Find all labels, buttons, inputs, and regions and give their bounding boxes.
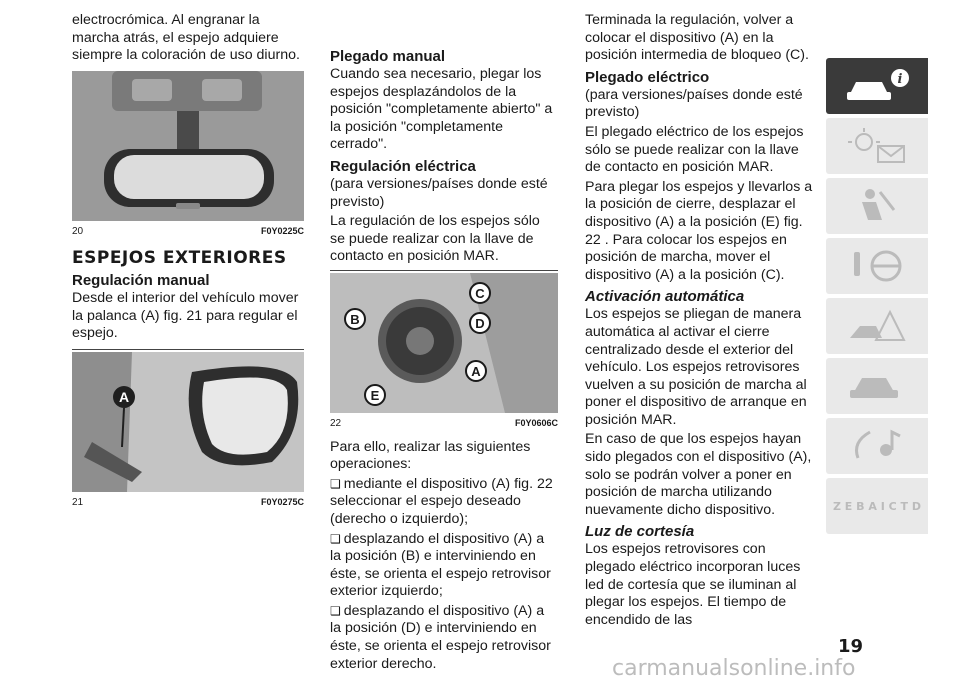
- label-a: A: [471, 363, 481, 379]
- column-1: [72, 12, 304, 517]
- figure-code: F0Y0606C: [514, 417, 558, 428]
- airbag-seat-icon: [842, 184, 912, 228]
- plegado-manual-text: Cuando sea necesario, plegar los espejos desplazándolos de la posición "completamente abierto" a la posición "completamente cerrado".: [330, 66, 553, 153]
- side-mirror-illustration: [72, 352, 304, 492]
- page-number: 19: [838, 636, 864, 657]
- tab-road-warning[interactable]: [826, 298, 928, 354]
- label-a: A: [118, 388, 130, 405]
- regulation-end-text: Terminada la regulación, volver a colocar el dispositivo (A) en la posición intermedia de bloqueo (C).: [585, 12, 809, 64]
- tab-lights-warning[interactable]: [826, 118, 928, 174]
- operations-intro: Para ello, realizar las siguientes operaciones:: [330, 438, 531, 473]
- regulacion-manual-text: Desde el interior del vehículo mover la palanca (A) fig. 21 para regular el espejo.: [72, 289, 299, 342]
- figure-code: F0Y0275C: [260, 496, 304, 507]
- plegado-electrico-note: (para versiones/países donde esté previsto): [585, 86, 803, 121]
- tab-airbag-seat[interactable]: [826, 178, 928, 234]
- subheading-regulacion-electrica: Regulación eléctrica: [330, 157, 476, 175]
- bullet-item: ❑ desplazando el dispositivo (A) a la posición (B) e interviniendo en éste, se orienta el espejo retrovisor exterior izquierdo;: [330, 531, 558, 601]
- steering-key-icon: [842, 244, 912, 288]
- figure-20-caption: [72, 223, 304, 241]
- tab-car-service[interactable]: [826, 358, 928, 414]
- index-letters: Z E B A I C T D: [833, 500, 921, 513]
- figure-21-side-mirror: [72, 352, 304, 492]
- divider: [330, 270, 558, 271]
- figure-code: F0Y0225C: [260, 225, 304, 236]
- tab-steering-key[interactable]: [826, 238, 928, 294]
- subheading-plegado-manual: Plegado manual: [330, 48, 446, 65]
- chapter-tabs: [826, 58, 928, 538]
- tab-index[interactable]: [826, 478, 928, 534]
- activacion-automatica-text-1: Los espejos se pliegan de manera automática al activar el cierre centralizado desde el exterior del vehículo. Los espejos retrovisores vuelven a su posición de marcha al poner el dispositivo de arranque en posición MAR.: [585, 306, 807, 428]
- figure-number: 22: [330, 417, 342, 429]
- subheading-plegado-electrico: Plegado eléctrico: [585, 68, 710, 86]
- mirror-switch-illustration: [330, 273, 558, 413]
- subheading-luz-cortesia: Luz de cortesía: [585, 523, 695, 541]
- footer-watermark: carmanualsonline.info: [612, 656, 856, 681]
- label-e: E: [370, 387, 380, 403]
- subheading-regulacion-manual: Regulación manual: [72, 271, 210, 289]
- figure-22-caption: [330, 415, 558, 433]
- figure-22-mirror-switch: [330, 273, 558, 413]
- figure-number: 21: [72, 496, 84, 508]
- tab-multimedia[interactable]: [826, 418, 928, 474]
- section-title: ESPEJOS EXTERIORES: [72, 248, 287, 269]
- car-service-icon: [842, 364, 912, 408]
- lights-warning-icon: [842, 124, 912, 168]
- tab-car-info[interactable]: [826, 58, 928, 114]
- regulacion-electrica-note: (para versiones/países donde esté previsto): [330, 175, 548, 210]
- divider: [72, 349, 304, 350]
- column-3: [585, 12, 817, 631]
- label-d: D: [475, 315, 485, 331]
- subheading-activacion-automatica: Activación automática: [585, 288, 745, 306]
- plegado-electrico-text-1: El plegado eléctrico de los espejos sólo se puede realizar con la llave de contacto en posición MAR.: [585, 123, 804, 176]
- regulacion-electrica-text: La regulación de los espejos sólo se puede realizar con la llave de contacto en posición MAR.: [330, 213, 540, 265]
- figure-21-caption: [72, 494, 304, 512]
- rearview-mirror-illustration: [72, 71, 304, 221]
- label-c: C: [475, 285, 485, 301]
- figure-20-rearview-mirror: [72, 71, 304, 221]
- bullet-item: ❑ mediante el dispositivo (A) fig. 22 seleccionar el espejo deseado (derecho o izquierdo);: [330, 476, 558, 529]
- label-b: B: [350, 311, 360, 327]
- bullet-item: ❑ desplazando el dispositivo (A) a la posición (D) e interviniendo en éste, se orienta el espejo retrovisor exterior derecho.: [330, 603, 558, 673]
- figure-number: 20: [72, 225, 84, 237]
- multimedia-icon: [842, 424, 912, 468]
- luz-cortesia-text: Los espejos retrovisores con plegado eléctrico incorporan luces led de cortesía que se iluminan al plegar los espejos. El tiempo de encendido de las: [585, 541, 801, 628]
- car-info-icon: [842, 64, 912, 108]
- index-letters-icon: [833, 484, 921, 528]
- plegado-electrico-text-2: Para plegar los espejos y llevarlos a la posición de cierre, desplazar el dispositivo (A) a la posición (E) fig. 22 . Para colocar los espejos en posición de marcha, mover el dispositivo (A) a la posición (C).: [585, 178, 813, 283]
- intro-text: electrocrómica. Al engranar la marcha atrás, el espejo adquiere siempre la coloración de uso diurno.: [72, 12, 300, 64]
- road-warning-icon: [842, 304, 912, 348]
- column-2: [330, 48, 558, 675]
- svg-text:i: i: [897, 72, 903, 87]
- activacion-automatica-text-2: En caso de que los espejos hayan sido plegados con el dispositivo (A), solo se podrán volver a poner en posición de marcha utilizando nuevamente dicho dispositivo.: [585, 431, 812, 518]
